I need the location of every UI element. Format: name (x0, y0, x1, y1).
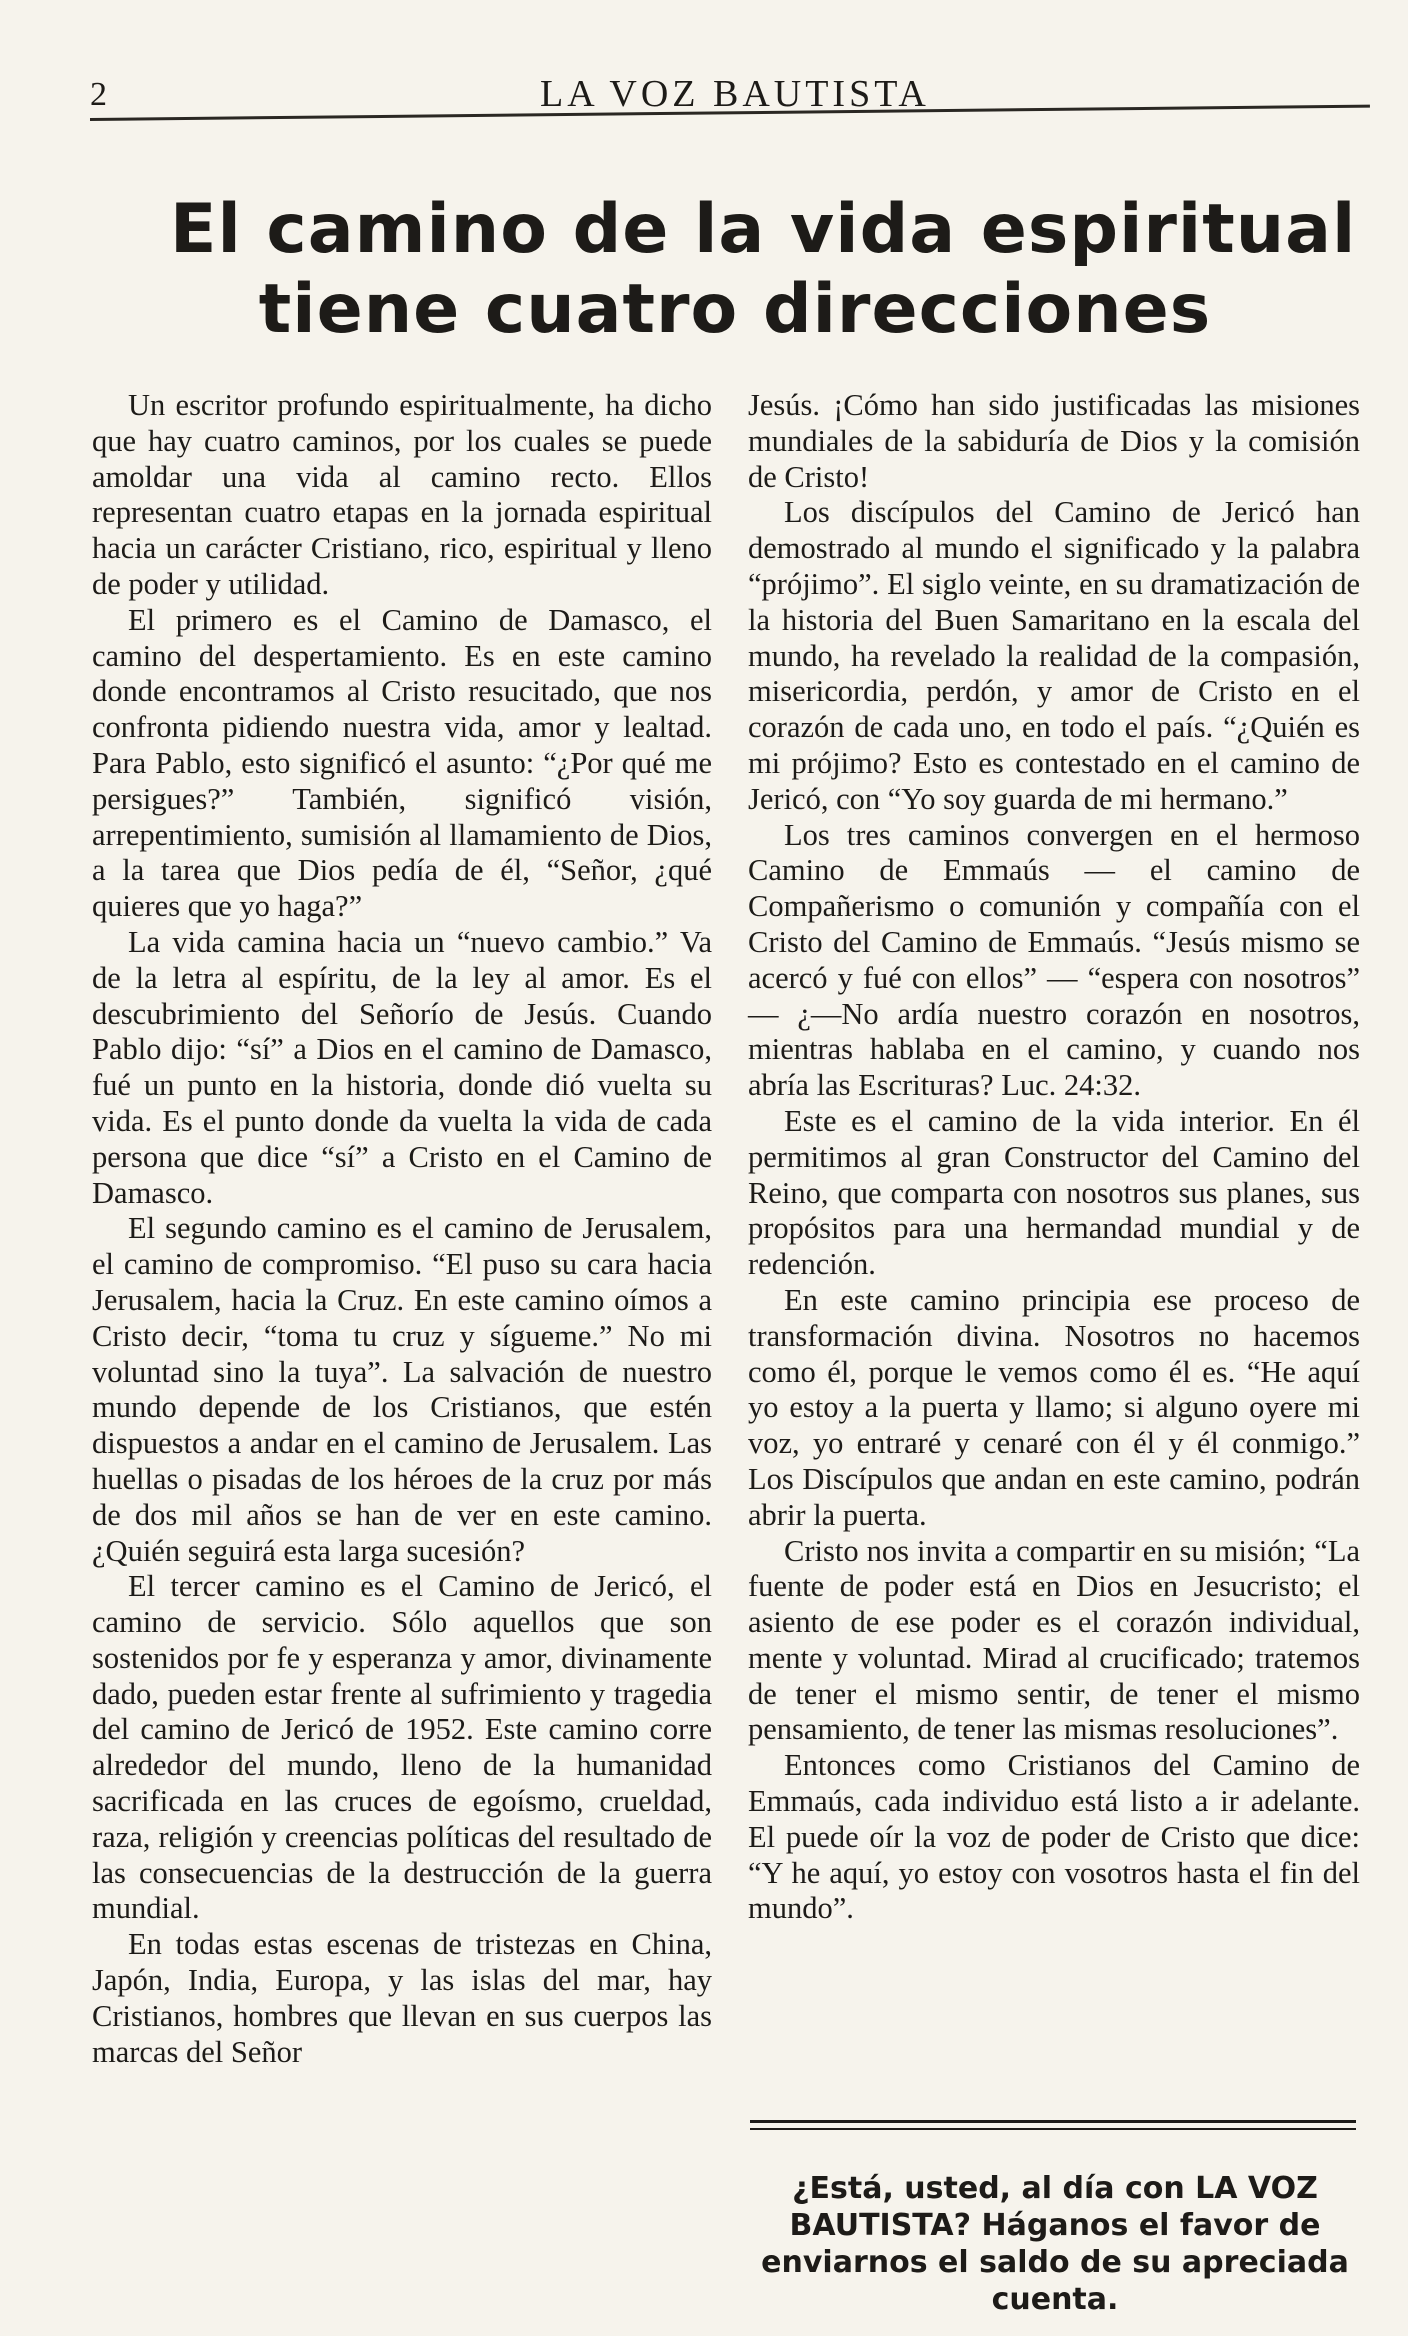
running-head: LA VOZ BAUTISTA (540, 73, 930, 115)
article-title-line-1: El camino de la vida espiritual (170, 190, 1357, 269)
paragraph: Jesús. ¡Cómo han sido justificadas las misiones mundiales de la sabiduría de Dios y la comisión de Cristo! (748, 388, 1360, 494)
subscription-notice: ¿Está, usted, al día con LA VOZ BAUTISTA? Háganos el favor de enviarnos el saldo de su apreciada cuenta. (761, 2171, 1349, 2317)
article-title (170, 190, 1357, 350)
paragraph: Cristo nos invita a compartir en su misión; “La fuente de poder está en Dios en Jesucristo; el asiento de ese poder es el corazón individual, mente y voluntad. Mirad al crucificado; tratemos de tener el mismo sentir, de tener el mismo pensamiento, de tener las mismas resoluciones”. (748, 1533, 1360, 1747)
paragraph: El tercer camino es el Camino de Jericó, el camino de servicio. Sólo aquellos que son sostenidos por fe y esperanza y amor, divinamente dado, pueden estar frente al sufrimiento y tragedia del camino de Jericó de 1952. Este camino corre alrededor del mundo, lleno de la humanidad sacrificada en las cruces de egoísmo, crueldad, raza, religión y creencias políticas del resultado de las consecuencias de la destrucción de la guerra mundial. (92, 1569, 712, 1926)
paragraph: En este camino principia ese proceso de transformación divina. Nosotros no hacemos como él, porque le vemos como él es. “He aquí yo estoy a la puerta y llamo; si alguno oyere mi voz, yo entraré y cenaré con él y él conmigo.” Los Discípulos que andan en este camino, podrán abrir la puerta. (748, 1282, 1360, 1532)
paragraph: Entonces como Cristianos del Camino de Emmaús, cada individuo está listo a ir adelante. El puede oír la voz de poder de Cristo que dice: “Y he aquí, yo estoy con vosotros hasta el fin del mundo”. (748, 1748, 1360, 1926)
left-column (92, 388, 712, 2070)
page-header (90, 34, 1360, 124)
page-number: 2 (90, 76, 107, 113)
paragraph: En todas estas escenas de tristezas en China, Japón, India, Europa, y las islas del mar, hay Cristianos, hombres que llevan en sus cuerpos las marcas del Señor (92, 1927, 712, 2069)
notice-rule-top (750, 2120, 1356, 2123)
paragraph: Los discípulos del Camino de Jericó han demostrado al mundo el significado y la palabra “prójimo”. El siglo veinte, en su dramatización de la historia del Buen Samaritano en la escala del mundo, ha revelado la realidad de la compasión, misericordia, perdón, y amor de Cristo en el corazón de cada uno, en todo el país. “¿Quién es mi prójimo? Esto es contestado en el camino de Jericó, con “Yo soy guarda de mi hermano.” (748, 495, 1360, 816)
paragraph: El segundo camino es el camino de Jerusalem, el camino de compromiso. “El puso su cara hacia Jerusalem, hacia la Cruz. En este camino oímos a Cristo decir, “toma tu cruz y sígueme.” No mi voluntad sino la tuya”. La salvación de nuestro mundo depende de los Cristianos, que estén dispuestos a andar en el camino de Jerusalem. Las huellas o pisadas de los héroes de la cruz por más de dos mil años se han de ver en este camino. ¿Quién seguirá esta larga sucesión? (92, 1211, 712, 1568)
paragraph: Un escritor profundo espiritualmente, ha dicho que hay cuatro caminos, por los cuales se puede amoldar una vida al camino recto. Ellos representan cuatro etapas en la jornada espiritual hacia un carácter Cristiano, rico, espiritual y lleno de poder y utilidad. (92, 388, 712, 601)
notice-rule-bottom (750, 2128, 1356, 2130)
right-column (748, 388, 1360, 1927)
paragraph: Los tres caminos convergen en el hermoso Camino de Emmaús — el camino de Compañerismo o comunión y compañía con el Cristo del Camino de Emmaús. “Jesús mismo se acercó y fué con ellos” — “espera con nosotros” — ¿—No ardía nuestro corazón en nosotros, mientras hablaba en el camino, y cuando nos abría las Escrituras? Luc. 24:32. (748, 817, 1360, 1103)
paragraph: Este es el camino de la vida interior. En él permitimos al gran Constructor del Camino del Reino, que comparta con nosotros sus planes, sus propósitos para una hermandad mundial y de redención. (748, 1103, 1360, 1282)
paragraph: El primero es el Camino de Damasco, el camino del despertamiento. Es en este camino donde encontramos al Cristo resucitado, que nos confronta pidiendo nuestra vida, amor y lealtad. Para Pablo, esto significó el asunto: “¿Por qué me persigues?” También, significó visión, arrepentimiento, sumisión al llamamiento de Dios, a la tarea que Dios pedía de él, “Señor, ¿qué quieres que yo haga?” (92, 602, 712, 924)
article-title-line-2: tiene cuatro direcciones (258, 270, 1212, 349)
paragraph: La vida camina hacia un “nuevo cambio.” Va de la letra al espíritu, de la ley al amor. Es el descubrimiento del Señorío de Jesús. Cuando Pablo dijo: “sí” a Dios en el camino de Damasco, fué un punto en la historia, donde dió vuelta su vida. Es el punto donde da vuelta la vida de cada persona que dice “sí” a Cristo en el Camino de Damasco. (92, 924, 712, 1210)
